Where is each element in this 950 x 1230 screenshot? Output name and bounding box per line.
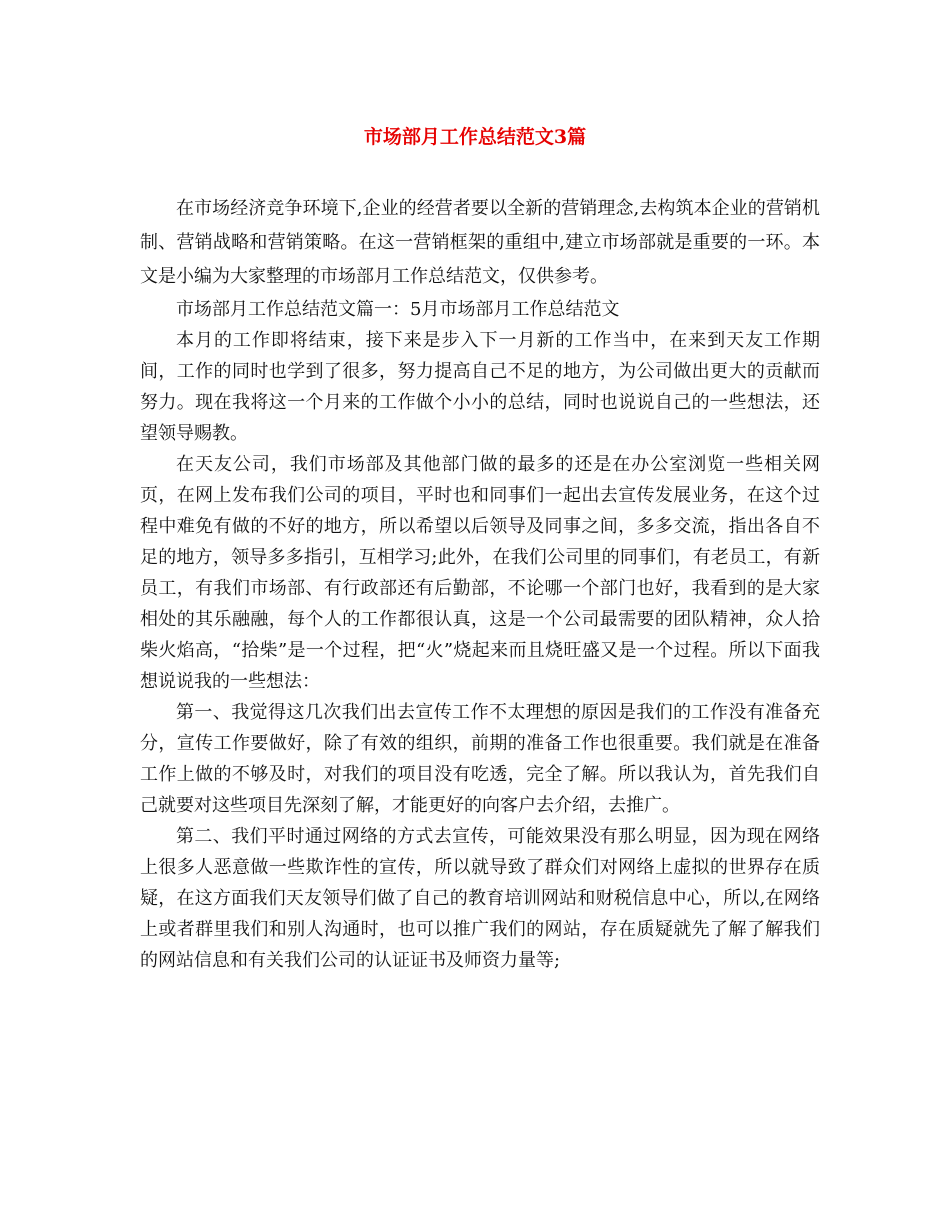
body-paragraph: 第一、我觉得这几次我们出去宣传工作不太理想的原因是我们的工作没有准备充分，宣传工作要做好，除了有效的组织，前期的准备工作也很重要。我们就是在准备工作上做的不够及时，对我们的项目没有吃透，完全了解。所以我认为，首先我们自己就要对这些项目先深刻了解，才能更好的向客户去介绍，去推广。 bbox=[140, 702, 820, 816]
intro-paragraph: 在市场经济竞争环境下,企业的经营者要以全新的营销理念,去构筑本企业的营销机制、营销战略和营销策略。在这一营销框架的重组中,建立市场部就是重要的一环。本文是小编为大家整理的市场部月工作总结范文，仅供参考。 bbox=[140, 198, 820, 287]
body-paragraph: 本月的工作即将结束，接下来是步入下一月新的工作当中，在来到天友工作期间，工作的同时也学到了很多，努力提高自己不足的地方，为公司做出更大的贡献而努力。现在我将这一个月来的工作做个小小的总结，同时也说说自己的一些想法，还望领导赐教。 bbox=[140, 330, 820, 444]
body-paragraph: 在天友公司，我们市场部及其他部门做的最多的还是在办公室浏览一些相关网页，在网上发布我们公司的项目，平时也和同事们一起出去宣传发展业务，在这个过程中难免有做的不好的地方，所以希望以后领导及同事之间，多多交流，指出各自不足的地方，领导多多指引，互相学习;此外，在我们公司里的同事们，有老员工，有新员工，有我们市场部、有行政部还有后勤部，不论哪一个部门也好，我看到的是大家相处的其乐融融，每个人的工作都很认真，这是一个公司最需要的团队精神，众人拾柴火焰高，“拾柴”是一个过程，把“火”烧起来而且烧旺盛又是一个过程。所以下面我想说说我的一些想法： bbox=[140, 454, 820, 692]
document-title: 市场部月工作总结范文3篇 bbox=[363, 126, 587, 148]
body-paragraph: 第二、我们平时通过网络的方式去宣传，可能效果没有那么明显，因为现在网络上很多人恶意做一些欺诈性的宣传，所以就导致了群众们对网络上虚拟的世界存在质疑，在这方面我们天友领导们做了自己的教育培训网站和财税信息中心，所以,在网络上或者群里我们和别人沟通时，也可以推广我们的网站，存在质疑就先了解了解我们的网站信息和有关我们公司的认证证书及师资力量等; bbox=[140, 826, 820, 971]
document-body bbox=[140, 192, 820, 976]
section-heading: 市场部月工作总结范文篇一：5月市场部月工作总结范文 bbox=[176, 299, 620, 320]
